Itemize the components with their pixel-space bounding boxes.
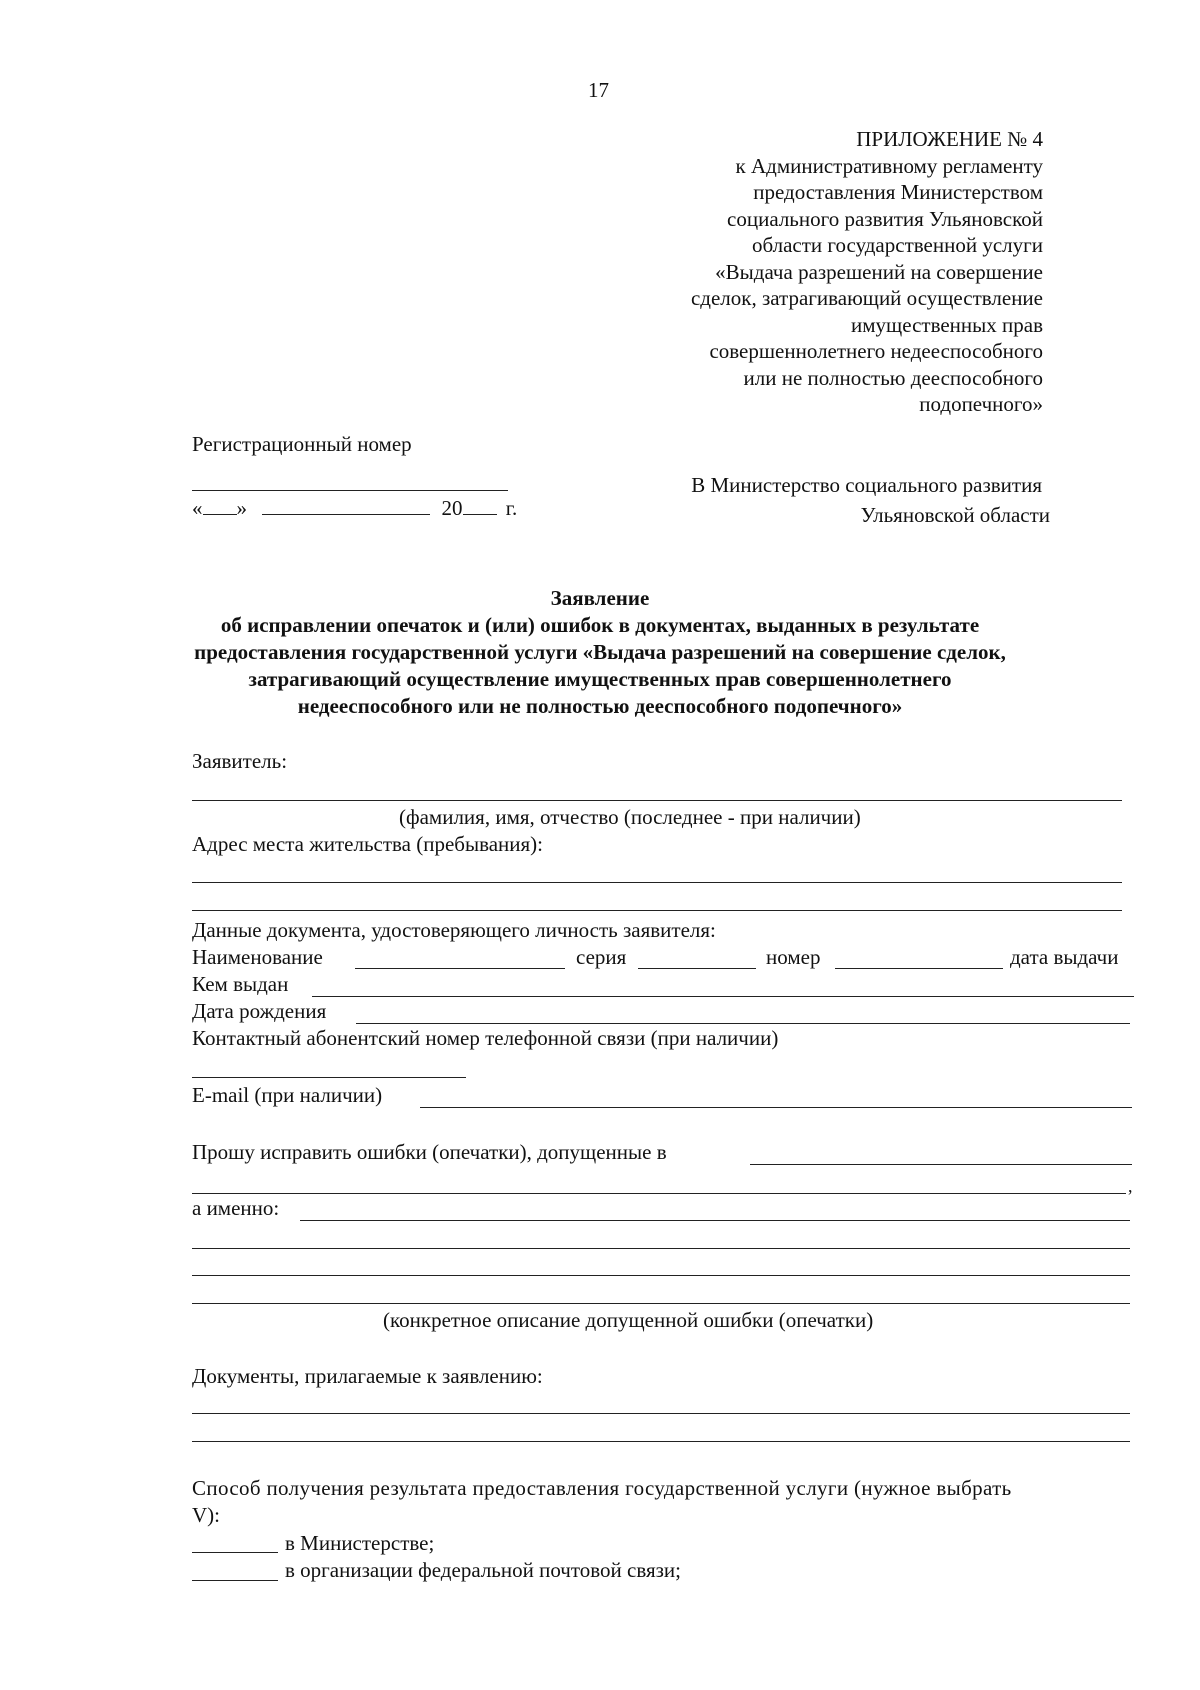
year-field[interactable] [463,514,497,515]
error-description-field-2[interactable] [192,1248,1130,1249]
registration-date [192,496,517,521]
birth-date-field[interactable] [356,1023,1130,1024]
applicant-hint: (фамилия, имя, отчество (последнее - при наличии) [399,805,861,829]
method-option-ministry: в Министерстве; [285,1531,435,1555]
appendix-block [691,126,1043,418]
request-document-field-2[interactable] [192,1193,1126,1194]
heading-title: Заявление [550,586,650,610]
appendix-line: области государственной услуги [751,233,1043,257]
attachments-field-1[interactable] [192,1413,1130,1414]
address-label: Адрес места жительства (пребывания): [192,832,544,856]
applicant-name-field[interactable] [192,800,1122,801]
method-label-1: Способ получения результата предоставления государственной услуги (нужное выбрать [192,1476,1012,1500]
birth-date-label: Дата рождения [192,999,327,1023]
request-label: Прошу исправить ошибки (опечатки), допущенные в [192,1140,667,1164]
heading-line: предоставления государственной услуги «Выдача разрешений на совершение сделок, [194,640,1006,664]
applicant-label: Заявитель: [192,749,288,773]
request-document-field[interactable] [750,1164,1132,1165]
heading-line: затрагивающий осуществление имущественных прав совершеннолетнего [248,667,952,691]
registration-number-field[interactable] [192,490,508,491]
month-field[interactable] [262,514,430,515]
application-heading [150,585,1050,720]
address-field-1[interactable] [192,882,1122,883]
registration-label: Регистрационный номер [192,432,412,456]
email-field[interactable] [420,1107,1132,1108]
method-option-checkbox-ministry[interactable] [192,1552,278,1553]
method-label-2: V): [192,1503,220,1527]
id-doc-number-label: номер [766,945,821,969]
error-hint: (конкретное описание допущенной ошибки (опечатки) [383,1308,874,1332]
phone-label: Контактный абонентский номер телефонной связи (при наличии) [192,1026,779,1050]
heading-line: недееспособного или не полностью дееспособного подопечного» [297,694,903,718]
address-field-2[interactable] [192,910,1122,911]
issued-by-field[interactable] [312,996,1134,997]
email-label: E-mail (при наличии) [192,1083,383,1107]
addressee-line: Ульяновской области [860,503,1050,527]
error-description-field-3[interactable] [192,1275,1130,1276]
method-option-checkbox-post[interactable] [192,1580,278,1581]
addressee-block [691,470,1050,530]
attachments-label: Документы, прилагаемые к заявлению: [192,1364,543,1388]
appendix-line: «Выдача разрешений на совершение [715,259,1043,284]
day-field[interactable] [203,514,237,515]
heading-line: об исправлении опечаток и (или) ошибок в документах, выданных в результате [220,613,980,637]
appendix-line: или не полностью дееспособного [743,365,1043,390]
id-doc-number-field[interactable] [835,968,1003,969]
year-suffix: г. [505,496,518,520]
error-description-field-1[interactable] [300,1220,1130,1221]
id-doc-series-label: серия [576,945,627,969]
id-doc-name-label: Наименование [192,945,323,969]
page-number: 17 [588,78,609,102]
date-quote-close: » [236,496,247,520]
attachments-field-2[interactable] [192,1441,1130,1442]
appendix-line: социального развития Ульяновской [727,206,1043,231]
id-doc-label: Данные документа, удостоверяющего личность заявителя: [192,918,716,942]
year-prefix: 20 [441,496,463,520]
comma-mark: , [1128,1176,1133,1196]
appendix-line: подопечного» [919,392,1043,416]
id-doc-name-field[interactable] [355,968,565,969]
error-description-field-4[interactable] [192,1303,1130,1304]
id-doc-issue-date-label: дата выдачи [1010,945,1119,969]
appendix-line: сделок, затрагивающий осуществление [690,286,1043,310]
addressee-line: В Министерство социального развития [691,473,1042,497]
appendix-line: предоставления Министерством [753,180,1043,204]
issued-by-label: Кем выдан [192,972,289,996]
appendix-line: совершеннолетнего недееспособного [709,339,1043,363]
date-quote-open: « [192,496,203,520]
appendix-title: ПРИЛОЖЕНИЕ № 4 [856,127,1043,151]
id-doc-series-field[interactable] [638,968,756,969]
phone-field[interactable] [192,1077,466,1078]
appendix-line: к Административному регламенту [735,153,1043,178]
appendix-line: имущественных прав [851,312,1043,337]
method-option-post: в организации федеральной почтовой связи; [285,1558,682,1582]
namely-label: а именно: [192,1196,280,1220]
